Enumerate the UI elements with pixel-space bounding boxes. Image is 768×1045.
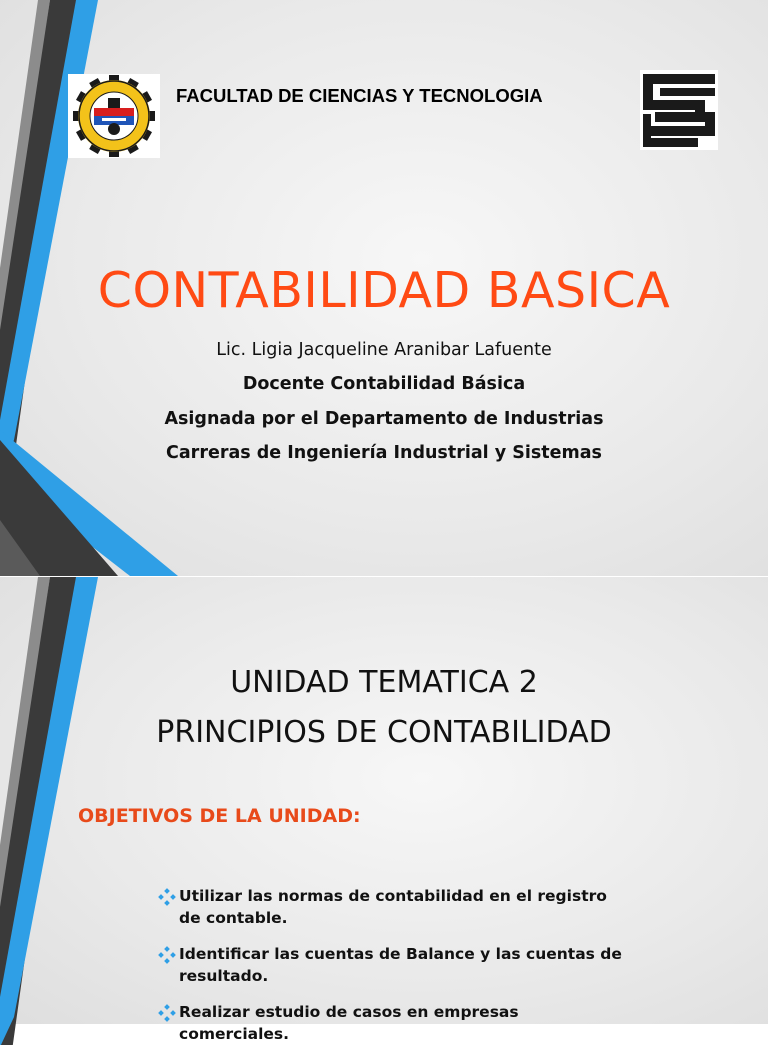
objective-item — [158, 885, 628, 929]
diamond-bullet-icon — [158, 888, 176, 906]
unit-subtitle: PRINCIPIOS DE CONTABILIDAD — [156, 715, 612, 750]
objective-text: Identificar las cuentas de Balance y las cuentas de resultado. — [179, 945, 622, 985]
unit-title: UNIDAD TEMATICA 2 — [230, 665, 538, 700]
industrial-engineering-gear-seal-icon — [68, 74, 160, 158]
systems-logo — [640, 70, 718, 150]
faculty-name: FACULTAD DE CIENCIAS Y TECNOLOGIA — [176, 85, 543, 106]
diamond-bullet-icon — [158, 946, 176, 964]
course-title: CONTABILIDAD BASICA — [97, 262, 671, 319]
objective-text: Utilizar las normas de contabilidad en el registro de contable. — [179, 887, 607, 927]
lecturer-name: Lic. Ligia Jacqueline Aranibar Lafuente — [216, 340, 552, 360]
careers-line: Carreras de Ingeniería Industrial y Sistemas — [166, 443, 602, 463]
objective-text: Realizar estudio de casos en empresas comerciales. — [179, 1003, 519, 1043]
diamond-bullet-icon — [158, 1004, 176, 1022]
lecturer-role: Docente Contabilidad Básica — [242, 374, 526, 394]
objectives-heading: OBJETIVOS DE LA UNIDAD: — [78, 805, 361, 827]
department-line: Asignada por el Departamento de Industrias — [164, 409, 604, 429]
objective-item — [158, 1001, 628, 1045]
slide-2 — [0, 577, 768, 1043]
faculty-seal-logo — [68, 74, 160, 158]
objective-item — [158, 943, 628, 987]
systems-maze-logo-icon — [640, 70, 718, 150]
